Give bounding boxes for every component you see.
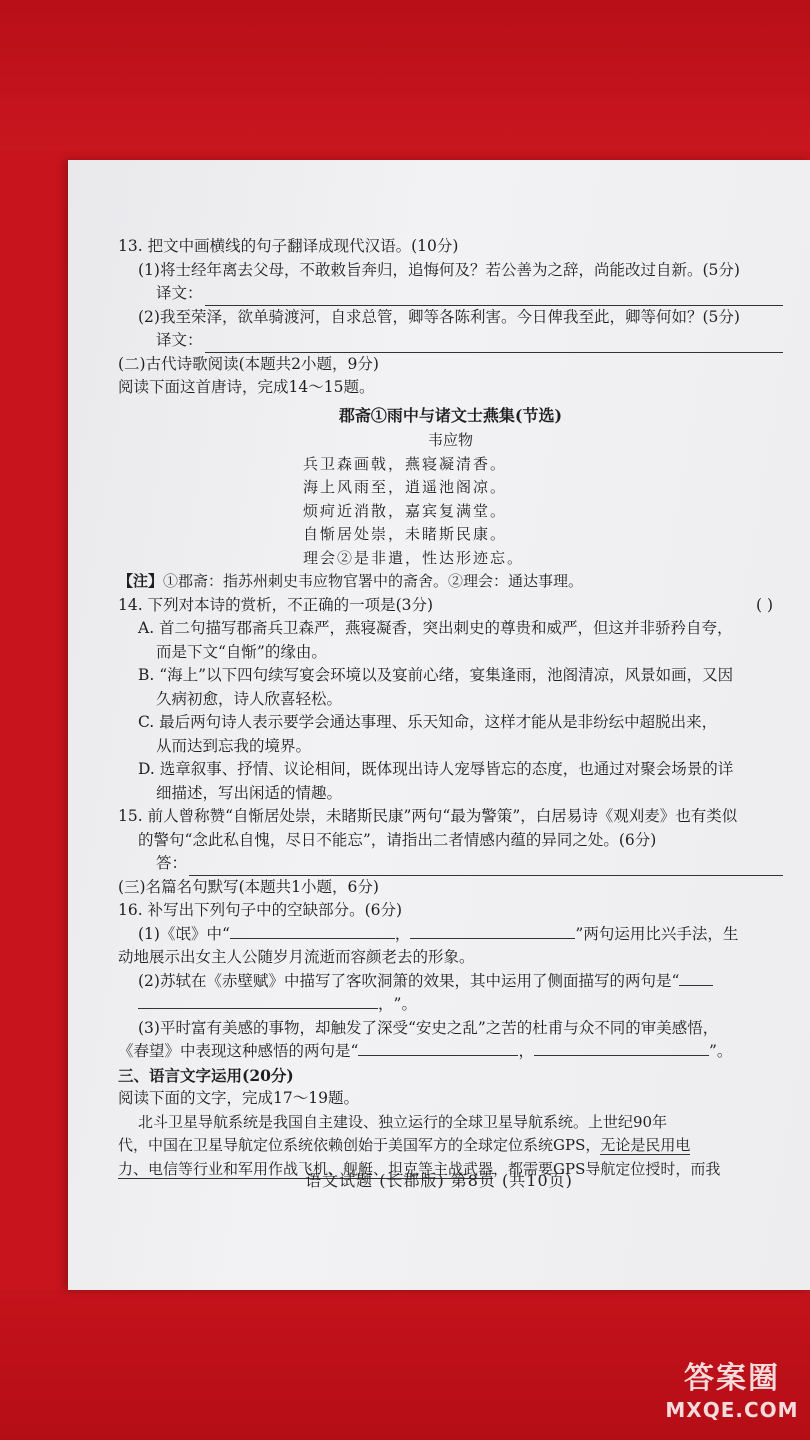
q15-stem: 15. 前人曾称赞“自惭居处崇，未睹斯民康”两句“最为警策”，白居易诗《观刈麦》也有类似 <box>118 807 738 825</box>
watermark-url: MXQE.COM <box>665 1398 799 1422</box>
exam-paper <box>68 160 810 1290</box>
q15-stem-cont: 的警句“念此私自愧，尽日不能忘”，请指出二者情感内蕴的异同之处。(6分) <box>138 830 657 849</box>
q16-text: (1)《氓》中“ <box>138 924 230 943</box>
passage-text: ，都需要GPS导航定位授时，而我 <box>493 1159 721 1178</box>
passage-line-1: 北斗卫星导航系统是我国自主建设、独立运行的全球卫星导航系统。上世纪90年 <box>138 1112 668 1131</box>
q16-item-1-cont: 动地展示出女主人公随岁月流逝而容颜老去的形象。 <box>118 948 475 966</box>
q16-item-3: (3)平时富有美感的事物，却触发了深受“安史之乱”之苦的杜甫与众不同的审美感悟， <box>138 1018 719 1037</box>
option-d: D. 选章叙事、抒情、议论相间，既体现出诗人宠辱皆忘的态度，也通过对聚会场景的详 <box>138 760 734 778</box>
poem-line: 自惭居处崇，未睹斯民康。 <box>303 525 508 543</box>
poem-note <box>118 570 783 594</box>
option-c: C. 最后两句诗人表示要学会通达事理、乐天知命，这样才能从是非纷纭中超脱出来， <box>138 713 718 731</box>
underlined-sentence: 无论是民用电 <box>600 1136 691 1154</box>
option-c-cont: 从而达到忘我的境界。 <box>156 736 312 755</box>
q13-stem: 13. 把文中画横线的句子翻译成现代汉语。(10分) <box>118 237 459 255</box>
underlined-sentence: 力、电信等行业和军用作战飞机、舰艇、坦克等主战武器 <box>118 1159 494 1178</box>
q15-answer[interactable] <box>118 852 783 876</box>
q16-text: 《春望》中表现这种感悟的两句是“ <box>118 1042 359 1060</box>
note-text: ①郡斋：指苏州刺史韦应物官署中的斋舍。②理会：通达事理。 <box>163 572 584 590</box>
fill-blank[interactable] <box>230 924 395 939</box>
page-footer: 语文试题 (长郡版) 第8页 (共10页) <box>305 1171 573 1190</box>
option-b: B. “海上”以下四句续写宴会环境以及宴前心绪，宴集逢雨，池阁清凉，风景如画，又因 <box>138 666 734 684</box>
q13-sentence-2: (2)我至荣泽，欲单骑渡河，自求总管，卿等各陈利害。今日俾我至此，卿等何如？(5分) <box>138 307 740 326</box>
poem-line: 海上风雨至，逍遥池阁凉。 <box>303 478 508 496</box>
q16-text: ”两句运用比兴手法，生 <box>575 924 739 943</box>
q13-answer-1[interactable] <box>118 282 783 306</box>
option-b-cont: 久病初愈，诗人欣喜轻松。 <box>156 689 343 708</box>
watermark-brand: 答案圈 <box>684 1361 780 1396</box>
q13-sentence-1: (1)将士经年离去父母，不敢敕旨奔归，追悔何及？若公善为之辞，尚能改过自新。(5分) <box>138 260 740 279</box>
q13-answer-2[interactable] <box>118 329 783 353</box>
q16-text: ， <box>518 1042 534 1060</box>
poem-line: 兵卫森画戟，燕寝凝清香。 <box>303 454 508 473</box>
fill-blank[interactable] <box>358 1041 518 1056</box>
table-surface-top <box>0 0 810 150</box>
option-a-cont: 而是下文“自惭”的缘由。 <box>156 642 327 661</box>
fill-blank[interactable] <box>534 1041 709 1056</box>
poem-title: 郡斋①雨中与诸文士燕集(节选) <box>338 405 563 425</box>
exam-content <box>118 235 783 1181</box>
section-3-heading: (三)名篇名句默写(本题共1小题，6分) <box>118 877 379 896</box>
answer-label: 译文： <box>156 284 203 302</box>
q16-item-2 <box>118 970 783 994</box>
q16-stem: 16. 补写出下列句子中的空缺部分。(6分) <box>118 901 403 919</box>
section-2-heading: (二)古代诗歌阅读(本题共2小题，9分) <box>118 354 379 373</box>
q16-item-2-cont <box>118 993 783 1017</box>
part-3-instruction: 阅读下面的文字，完成17～19题。 <box>118 1089 359 1107</box>
poem-line: 烦疴近消散，嘉宾复满堂。 <box>303 501 508 520</box>
answer-line <box>205 289 783 306</box>
q16-text: ， <box>378 995 394 1013</box>
poem-line: 理会②是非遣，性达形迹忘。 <box>303 548 525 567</box>
q14-stem: 14. 下列对本诗的赏析，不正确的一项是(3分) <box>118 595 434 614</box>
option-d-cont: 细描述，写出闲适的情趣。 <box>156 783 343 802</box>
part-3-heading: 三、语言文字运用(20分) <box>118 1065 294 1085</box>
section-2-instruction: 阅读下面这首唐诗，完成14～15题。 <box>118 378 375 396</box>
q16-text: ”。 <box>708 1042 733 1060</box>
answer-paren[interactable]: ( ) <box>755 595 773 614</box>
watermark-logo <box>662 1360 802 1432</box>
option-a: A. 首二句描写郡斋兵卫森严，燕寝凝香，突出刺史的尊贵和威严，但这并非骄矜自夸， <box>138 619 733 637</box>
fill-blank[interactable] <box>138 994 378 1009</box>
q16-text: ”。 <box>393 995 417 1013</box>
poem-author: 韦应物 <box>427 431 473 449</box>
answer-line <box>205 336 783 353</box>
answer-label: 译文： <box>156 331 203 349</box>
passage-line-2 <box>118 1134 783 1158</box>
q16-item-3-cont <box>118 1040 783 1064</box>
passage-text: 代，中国在卫星导航定位系统依赖创始于美国军方的全球定位系统GPS， <box>118 1136 601 1154</box>
q14-stem-row <box>118 594 783 618</box>
fill-blank[interactable] <box>679 971 713 986</box>
q16-item-1 <box>118 923 783 947</box>
q16-text: ， <box>394 924 411 943</box>
q16-text: (2)苏轼在《赤壁赋》中描写了客吹洞箫的效果，其中运用了侧面描写的两句是“ <box>138 971 680 990</box>
fill-blank[interactable] <box>410 924 575 939</box>
answer-label: 答： <box>156 854 188 872</box>
answer-line <box>189 859 783 876</box>
note-label: 【注】 <box>118 572 164 590</box>
